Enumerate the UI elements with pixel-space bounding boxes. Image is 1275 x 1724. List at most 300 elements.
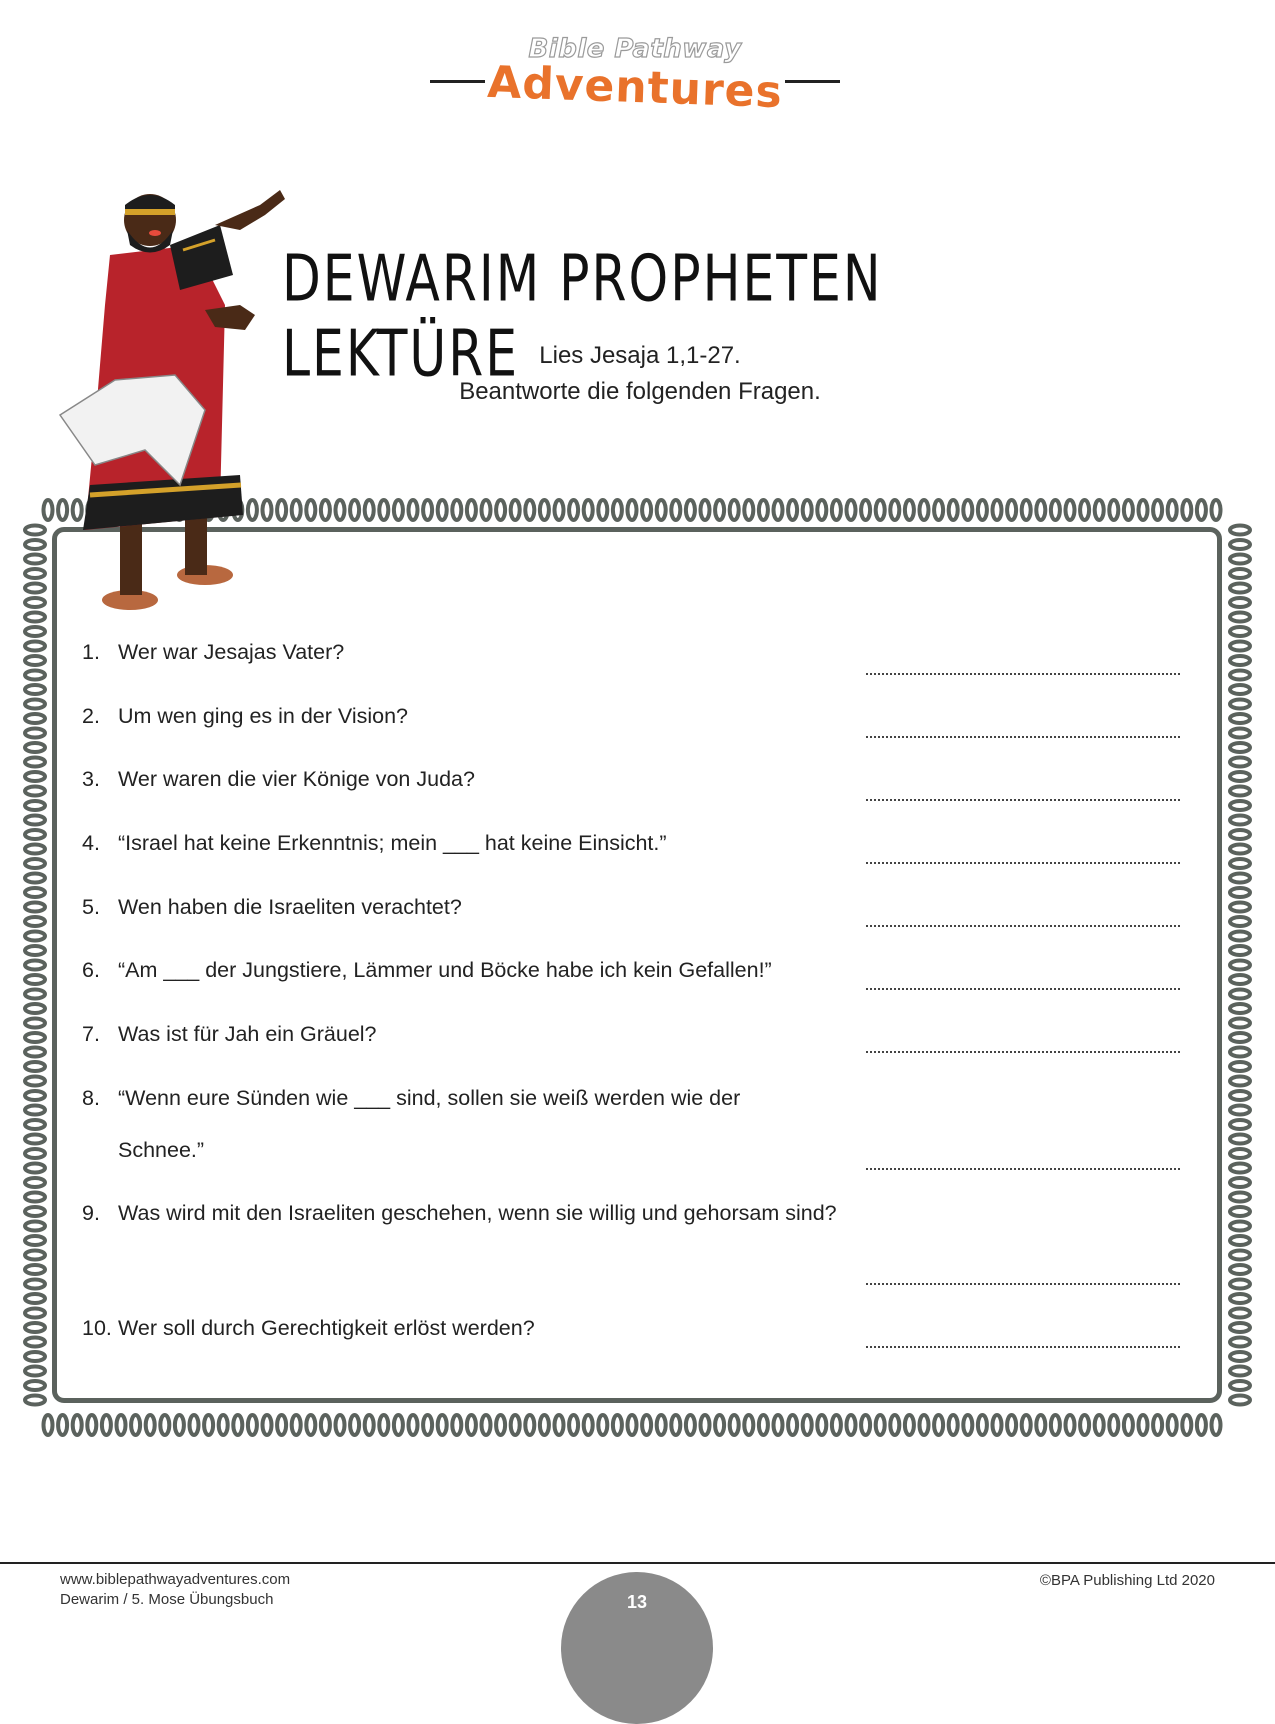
frame-oval [1230,932,1250,941]
frame-oval [438,500,447,520]
frame-oval [25,1019,45,1028]
frame-oval [1007,1415,1016,1435]
frame-oval [934,500,943,520]
question-number: 3. [82,767,100,791]
frame-oval [963,500,972,520]
question-number: 8. [82,1086,100,1110]
frame-oval [1230,1251,1250,1260]
answer-line[interactable] [866,1168,1180,1170]
frame-oval [642,500,651,520]
question-text: Um wen ging es in der Vision? [118,704,409,728]
frame-oval [321,500,330,520]
frame-oval [613,500,622,520]
frame-oval [25,1048,45,1057]
frame-oval [598,1415,607,1435]
frame-oval [160,1415,169,1435]
footer-copyright: ©BPA Publishing Ltd 2020 [1039,1572,1215,1589]
frame-oval [1230,1120,1250,1129]
frame-oval [584,500,593,520]
frame-oval [1095,500,1104,520]
question-text: Wer waren die vier Könige von Juda? [118,767,475,791]
frame-oval [1036,1415,1045,1435]
logo-rule-right [785,80,840,83]
frame-oval [25,1033,45,1042]
frame-oval [1080,500,1089,520]
frame-oval [306,500,315,520]
frame-oval [1230,642,1250,651]
frame-oval [1230,758,1250,767]
frame-oval [613,1415,622,1435]
frame-oval [759,1415,768,1435]
frame-oval [525,500,534,520]
frame-oval [292,500,301,520]
frame-oval [1153,500,1162,520]
frame-oval [555,1415,564,1435]
frame-oval [715,500,724,520]
frame-oval [25,758,45,767]
frame-oval [817,500,826,520]
frame-oval [817,1415,826,1435]
frame-oval [1230,787,1250,796]
frame-oval [511,1415,520,1435]
frame-oval [1230,1091,1250,1100]
answer-line[interactable] [866,925,1180,927]
frame-oval [540,500,549,520]
frame-oval [701,500,710,520]
frame-oval [832,500,841,520]
frame-oval [263,1415,272,1435]
frame-oval [25,1149,45,1158]
frame-oval [569,500,578,520]
frame-oval [1109,500,1118,520]
frame-oval [701,1415,710,1435]
frame-oval [365,500,374,520]
frame-oval [277,1415,286,1435]
question-number: 4. [82,831,100,855]
frame-oval [657,1415,666,1435]
frame-oval [25,1323,45,1332]
answer-line[interactable] [866,1283,1180,1285]
frame-oval [25,1309,45,1318]
frame-oval [788,500,797,520]
frame-oval [1230,1207,1250,1216]
question-number: 6. [82,958,100,982]
frame-oval [511,500,520,520]
frame-oval [993,1415,1002,1435]
frame-oval [25,656,45,665]
frame-oval [25,888,45,897]
frame-oval [423,500,432,520]
frame-oval [920,1415,929,1435]
frame-oval [25,1178,45,1187]
prophet-illustration [55,185,290,615]
frame-oval [1230,584,1250,593]
frame-oval [25,874,45,883]
frame-oval [1230,1019,1250,1028]
frame-oval [25,613,45,622]
frame-oval [1230,1106,1250,1115]
frame-oval [1230,1004,1250,1013]
frame-oval [438,1415,447,1435]
frame-oval [1066,500,1075,520]
frame-oval [1197,500,1206,520]
frame-oval [1230,1149,1250,1158]
frame-oval [1230,1294,1250,1303]
frame-oval [1230,903,1250,912]
frame-oval [1168,500,1177,520]
frame-oval [1230,874,1250,883]
frame-oval [25,1352,45,1361]
frame-oval [25,540,45,549]
answer-line[interactable] [866,988,1180,990]
frame-oval [847,500,856,520]
frame-oval [25,961,45,970]
frame-oval [642,1415,651,1435]
frame-oval [1230,975,1250,984]
frame-oval [774,1415,783,1435]
frame-oval [25,1367,45,1376]
frame-oval [248,1415,257,1435]
question-number: 9. [82,1201,100,1225]
frame-oval [25,787,45,796]
frame-oval [1230,830,1250,839]
frame-oval [1197,1415,1206,1435]
question-number: 2. [82,704,100,728]
frame-oval [25,772,45,781]
frame-oval [25,569,45,578]
frame-oval [1230,1280,1250,1289]
question-text: “Wenn eure Sünden wie ___ sind, sollen sie weiß werden wie der Schnee.” [118,1086,741,1162]
frame-oval [25,1381,45,1390]
frame-oval [1230,540,1250,549]
frame-oval [1230,700,1250,709]
frame-oval [1230,613,1250,622]
answer-line[interactable] [866,673,1180,675]
frame-oval [1230,555,1250,564]
frame-oval [1230,961,1250,970]
frame-oval [1230,627,1250,636]
frame-oval [25,1251,45,1260]
frame-oval [1230,816,1250,825]
frame-oval [25,743,45,752]
frame-oval [25,1164,45,1173]
frame-oval [482,1415,491,1435]
frame-oval [409,500,418,520]
frame-oval [934,1415,943,1435]
frame-oval [1230,859,1250,868]
frame-oval [25,1120,45,1129]
frame-oval [1230,917,1250,926]
frame-oval [1230,569,1250,578]
frame-oval [1230,743,1250,752]
question-text: Wer war Jesajas Vater? [118,640,345,664]
question-number: 1. [82,640,100,664]
frame-oval [686,500,695,520]
frame-oval [25,729,45,738]
frame-oval [744,500,753,520]
frame-oval [832,1415,841,1435]
frame-oval [1230,1048,1250,1057]
frame-oval [25,685,45,694]
frame-oval [1168,1415,1177,1435]
frame-oval [102,1415,111,1435]
frame-oval [628,500,637,520]
frame-oval [87,1415,96,1435]
frame-oval [1230,845,1250,854]
frame-oval [336,1415,345,1435]
frame-oval [1230,671,1250,680]
frame-oval [1051,1415,1060,1435]
question-text: “Israel hat keine Erkenntnis; mein ___ hat keine Einsicht.” [118,831,667,855]
frame-oval [1230,1352,1250,1361]
question-text: Was wird mit den Israeliten geschehen, wenn sie willig und gehorsam sind? [118,1201,837,1225]
frame-oval [1153,1415,1162,1435]
frame-oval [1007,500,1016,520]
frame-oval [496,1415,505,1435]
frame-oval [25,526,45,535]
footer-book: Dewarim / 5. Mose Übungsbuch [60,1591,274,1608]
frame-oval [555,500,564,520]
frame-oval [1230,714,1250,723]
frame-oval [25,1338,45,1347]
frame-oval [1230,801,1250,810]
frame-oval [496,500,505,520]
frame-oval [336,500,345,520]
frame-oval [1066,1415,1075,1435]
page-title: DEWARIM PROPHETEN LEKTÜRE [282,242,883,392]
frame-oval [730,500,739,520]
question-number: 5. [82,895,100,919]
frame-oval [25,1280,45,1289]
frame-oval [569,1415,578,1435]
frame-oval [949,500,958,520]
frame-oval [1230,946,1250,955]
question-number: 10. [82,1316,112,1340]
frame-oval [1230,1309,1250,1318]
frame-oval [25,1396,45,1405]
frame-oval [1230,729,1250,738]
frame-oval [1230,1135,1250,1144]
frame-oval [25,830,45,839]
frame-oval [292,1415,301,1435]
frame-oval [25,1077,45,1086]
frame-oval [394,500,403,520]
frame-oval [25,975,45,984]
frame-oval [25,932,45,941]
frame-oval [905,500,914,520]
frame-oval [657,500,666,520]
frame-oval [1022,500,1031,520]
frame-oval [131,1415,140,1435]
footer-rule [0,1562,1275,1564]
frame-oval [233,1415,242,1435]
frame-oval [1036,500,1045,520]
answer-line[interactable] [866,1051,1180,1053]
frame-oval [598,500,607,520]
frame-oval [25,1091,45,1100]
frame-oval [949,1415,958,1435]
frame-oval [25,555,45,564]
frame-oval [890,500,899,520]
frame-oval [978,500,987,520]
frame-oval [1182,1415,1191,1435]
question-text: Was ist für Jah ein Gräuel? [118,1022,377,1046]
frame-oval [861,500,870,520]
frame-oval [1124,500,1133,520]
frame-oval [25,700,45,709]
frame-oval [1230,990,1250,999]
frame-oval [686,1415,695,1435]
frame-oval [890,1415,899,1435]
frame-oval [175,1415,184,1435]
frame-oval [204,1415,213,1435]
frame-oval [25,1294,45,1303]
frame-oval [25,598,45,607]
frame-oval [452,500,461,520]
frame-oval [1230,1033,1250,1042]
frame-oval [25,1004,45,1013]
frame-oval [1139,500,1148,520]
frame-oval [482,500,491,520]
answer-line[interactable] [866,862,1180,864]
frame-oval [379,500,388,520]
frame-oval [25,627,45,636]
frame-oval [1230,1164,1250,1173]
frame-oval [876,500,885,520]
frame-oval [1095,1415,1104,1435]
frame-oval [1230,1265,1250,1274]
footer-website: www.biblepathwayadventures.com [60,1571,291,1588]
frame-oval [25,1265,45,1274]
frame-oval [25,903,45,912]
frame-oval [423,1415,432,1435]
frame-oval [993,500,1002,520]
frame-oval [1230,772,1250,781]
frame-oval [25,1062,45,1071]
logo-main-text: Adventures [486,56,784,119]
frame-oval [1230,526,1250,535]
question-text: Wen haben die Israeliten verachtet? [118,895,462,919]
frame-oval [774,500,783,520]
frame-oval [1230,1062,1250,1071]
frame-oval [978,1415,987,1435]
frame-oval [671,1415,680,1435]
logo-top-text: Bible Pathway [528,34,742,64]
frame-oval [540,1415,549,1435]
frame-oval [744,1415,753,1435]
frame-oval [44,1415,53,1435]
frame-oval [1230,598,1250,607]
answer-line[interactable] [866,799,1180,801]
frame-oval [350,1415,359,1435]
frame-oval [920,500,929,520]
frame-oval [1230,1236,1250,1245]
frame-oval [1124,1415,1133,1435]
frame-oval [905,1415,914,1435]
frame-oval [1230,1222,1250,1231]
frame-oval [803,1415,812,1435]
publisher-logo [430,30,840,130]
page-number: 13 [626,1592,648,1612]
frame-oval [1230,656,1250,665]
frame-oval [25,1193,45,1202]
frame-oval [628,1415,637,1435]
frame-oval [25,1135,45,1144]
frame-oval [365,1415,374,1435]
frame-oval [788,1415,797,1435]
frame-oval [321,1415,330,1435]
frame-oval [1230,685,1250,694]
frame-oval [25,642,45,651]
frame-oval [1230,1367,1250,1376]
frame-oval [671,500,680,520]
frame-oval [44,500,53,520]
frame-oval [25,859,45,868]
frame-oval [219,1415,228,1435]
frame-oval [861,1415,870,1435]
frame-oval [452,1415,461,1435]
frame-oval [25,1222,45,1231]
frame-oval [1212,500,1221,520]
frame-oval [117,1415,126,1435]
frame-oval [73,1415,82,1435]
frame-oval [25,990,45,999]
frame-oval [25,1207,45,1216]
frame-oval [190,1415,199,1435]
answer-line[interactable] [866,1346,1180,1348]
frame-oval [847,1415,856,1435]
frame-oval [350,500,359,520]
question-text: “Am ___ der Jungstiere, Lämmer und Böcke habe ich kein Gefallen!” [118,958,772,982]
frame-oval [25,946,45,955]
frame-oval [1139,1415,1148,1435]
instruction-line-2: Beantworte die folgenden Fragen. [459,378,821,405]
frame-oval [409,1415,418,1435]
frame-oval [1230,1193,1250,1202]
frame-oval [25,1236,45,1245]
frame-oval [1182,500,1191,520]
frame-oval [306,1415,315,1435]
frame-oval [1230,1381,1250,1390]
frame-oval [730,1415,739,1435]
frame-oval [1022,1415,1031,1435]
instruction-line-1: Lies Jesaja 1,1-27. [539,342,741,369]
frame-oval [394,1415,403,1435]
frame-oval [1230,1178,1250,1187]
frame-oval [525,1415,534,1435]
frame-oval [25,845,45,854]
footer-left [60,1570,290,1610]
frame-oval [25,1106,45,1115]
frame-oval [146,1415,155,1435]
answer-line[interactable] [866,736,1180,738]
frame-oval [467,500,476,520]
frame-oval [379,1415,388,1435]
frame-oval [715,1415,724,1435]
frame-oval [25,671,45,680]
frame-oval [1230,1323,1250,1332]
frame-oval [803,500,812,520]
frame-oval [58,1415,67,1435]
frame-oval [759,500,768,520]
frame-oval [1109,1415,1118,1435]
frame-oval [1230,1077,1250,1086]
frame-oval [25,801,45,810]
frame-oval [584,1415,593,1435]
question-text: Wer soll durch Gerechtigkeit erlöst werden? [118,1316,535,1340]
frame-oval [25,816,45,825]
frame-oval [1080,1415,1089,1435]
